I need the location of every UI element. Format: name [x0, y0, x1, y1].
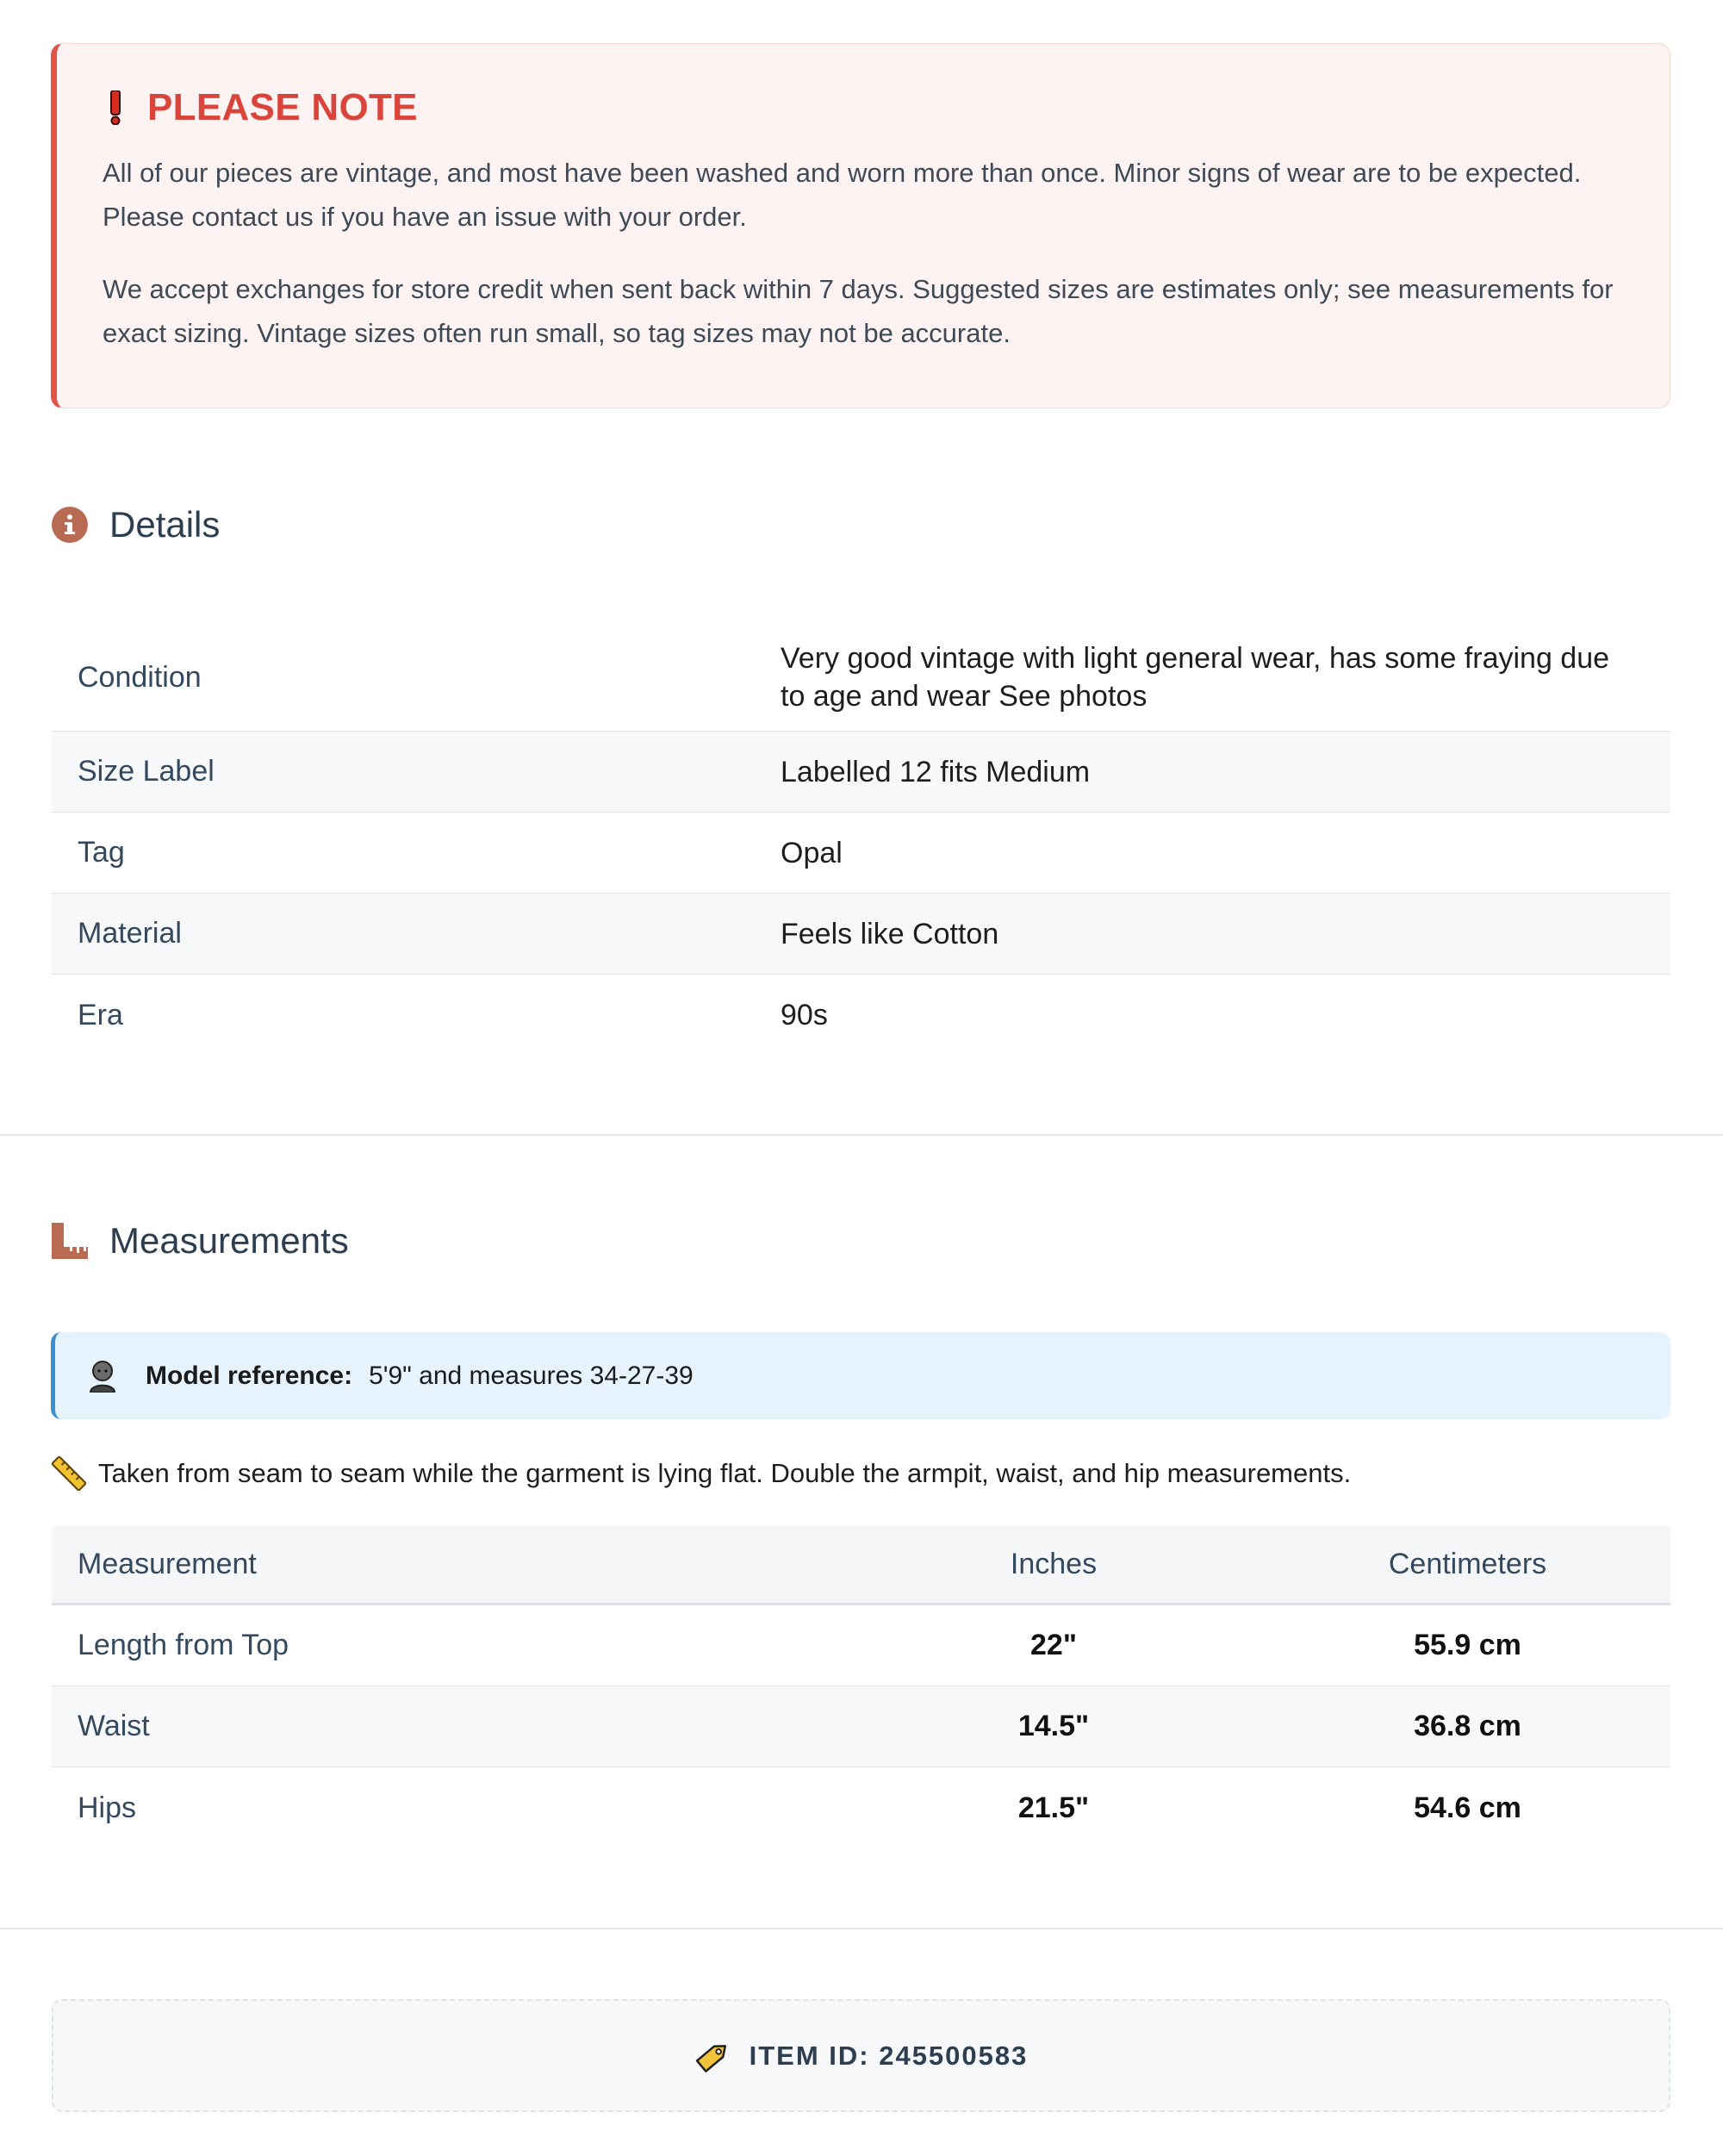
measurement-cm: 36.8 cm	[1414, 1710, 1521, 1742]
column-header: Measurement	[78, 1548, 257, 1580]
measurement-name: Length from Top	[78, 1629, 289, 1661]
detail-value: Opal	[781, 836, 843, 869]
measurements-title: Measurements	[109, 1220, 349, 1261]
item-id-box	[52, 1999, 1670, 2112]
measurement-inches: 14.5"	[1017, 1710, 1090, 1742]
model-reference-label: Model reference:	[146, 1361, 353, 1390]
detail-label: Condition	[78, 660, 202, 694]
table-header-row	[52, 1526, 1670, 1605]
detail-label: Material	[78, 917, 182, 950]
details-header	[52, 504, 220, 545]
info-icon	[52, 507, 88, 543]
column-header: Inches	[1010, 1548, 1098, 1580]
measurements-header	[52, 1220, 349, 1262]
details-table	[52, 624, 1670, 1056]
ruler-icon	[52, 1223, 88, 1259]
measurement-inches: 22"	[1030, 1629, 1077, 1661]
measurements-table	[52, 1526, 1670, 1848]
column-header: Centimeters	[1388, 1548, 1547, 1580]
detail-value: 90s	[781, 999, 828, 1031]
model-reference-value: 5'9" and measures 34-27-39	[369, 1361, 694, 1390]
measurement-cm: 54.6 cm	[1414, 1791, 1521, 1824]
table-row	[52, 813, 1670, 894]
notice-box	[51, 43, 1670, 408]
detail-value: Labelled 12 fits Medium	[781, 755, 1091, 788]
exclamation-icon	[103, 89, 128, 127]
detail-value: Very good vintage with light general wear, has some fraying due to age and wear See photos	[781, 642, 1610, 713]
table-row	[52, 1686, 1670, 1767]
table-row	[52, 894, 1670, 975]
table-row	[52, 1767, 1670, 1848]
detail-label: Era	[78, 998, 123, 1031]
section-divider	[0, 1134, 1723, 1136]
model-reference-box	[51, 1332, 1670, 1419]
detail-value: Feels like Cotton	[781, 917, 999, 950]
measurement-inches: 21.5"	[1017, 1791, 1090, 1824]
table-row	[52, 975, 1670, 1056]
table-row	[52, 1605, 1670, 1686]
section-divider	[0, 1928, 1723, 1929]
details-title: Details	[109, 504, 221, 545]
measurement-note	[52, 1456, 1351, 1491]
table-row	[52, 624, 1670, 732]
detail-label: Size Label	[78, 755, 215, 788]
detail-label: Tag	[78, 836, 125, 869]
measurement-name: Hips	[78, 1791, 137, 1824]
item-id-text: ITEM ID: 245500583	[749, 2040, 1029, 2071]
notice-paragraph-2: We accept exchanges for store credit when sent back within 7 days. Suggested sizes are estimates only; see measurements for exact sizing. Vintage sizes often run small, so tag sizes may not be accurate.	[103, 274, 1614, 348]
person-icon	[87, 1359, 118, 1393]
measurement-name: Waist	[78, 1710, 150, 1742]
notice-heading: PLEASE NOTE	[147, 86, 418, 128]
measurement-cm: 55.9 cm	[1414, 1629, 1521, 1661]
notice-title	[103, 84, 1627, 132]
notice-paragraph-1: All of our pieces are vintage, and most have been washed and worn more than once. Minor signs of wear are to be expected. Please contact us if you have an issue with your order.	[103, 158, 1582, 232]
straight-ruler-icon	[52, 1456, 86, 1491]
tag-icon	[694, 2037, 732, 2075]
table-row	[52, 732, 1670, 813]
measurement-note-text: Taken from seam to seam while the garment is lying flat. Double the armpit, waist, and hip measurements.	[98, 1458, 1352, 1488]
